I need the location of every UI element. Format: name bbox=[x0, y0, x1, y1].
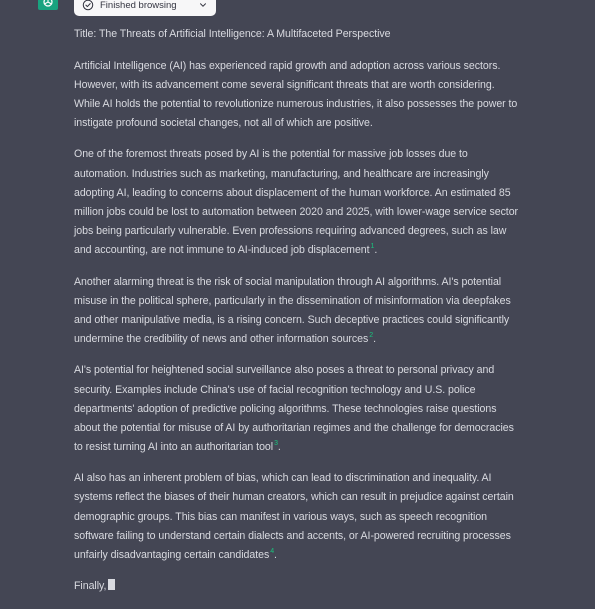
assistant-avatar bbox=[38, 0, 58, 10]
chevron-down-icon[interactable] bbox=[198, 0, 208, 10]
paragraph-end: . bbox=[274, 548, 277, 561]
paragraph-bias bbox=[74, 469, 522, 564]
typing-cursor bbox=[108, 579, 115, 590]
paragraph-surveillance bbox=[74, 361, 522, 456]
paragraph-text: AI also has an inherent problem of bias, which can lead to discrimination and inequality. AI systems reflect the biases of their human creators, which can result in prejudice against certain demographic groups. This bias can manifest in various ways, such as speech recognition software failing to understand certain dialects and accents, or AI-powered recruiting processes unfairly disadvantaging certain candidates bbox=[74, 472, 514, 561]
paragraph-social-manipulation bbox=[74, 273, 522, 349]
paragraph-finally bbox=[74, 577, 522, 596]
paragraph-text: AI's potential for heightened social surveillance also poses a threat to personal privacy and security. Examples include China's use of facial recognition technology and U.S. police departments' adoption of predictive policing algorithms. These technologies raise questions about the potential for misuse of AI by authoritarian regimes and the challenge for democracies to resist turning AI into an authoritarian tool bbox=[74, 364, 514, 453]
citation-link[interactable]: 1 bbox=[370, 243, 375, 251]
citation-link[interactable]: 2 bbox=[369, 332, 374, 340]
article-title: Title: The Threats of Artificial Intelligence: A Multifaceted Perspective bbox=[74, 28, 391, 40]
paragraph-end: . bbox=[277, 440, 281, 453]
paragraph-text: One of the foremost threats posed by AI is the potential for massive job losses due to automation. Industries such as marketing, manufacturing, and healthcare are increasingly adopting AI, leading to concerns about displacement of the human workforce. An estimated 85 million jobs could be lost to automation between 2020 and 2025, with lower-wage service sector jobs being particularly vulnerable. Even professions requiring advanced degrees, such as law and accounting, are not immune to AI-induced job displacement bbox=[74, 148, 519, 256]
paragraph-job-loss bbox=[74, 145, 522, 260]
openai-logo-icon bbox=[42, 0, 54, 8]
paragraph-end: . bbox=[374, 243, 378, 256]
paragraph-text: Finally, bbox=[74, 580, 107, 593]
paragraph-end: . bbox=[373, 332, 376, 345]
citation-link[interactable]: 4 bbox=[270, 548, 275, 556]
paragraph-text: Another alarming threat is the risk of social manipulation through AI algorithms. AI's potential misuse in the political sphere, particularly in the dissemination of misinformation via deepfakes and other manipulative media, is a rising concern. Such deceptive practices could significantly undermine the credibility of news and other information sources bbox=[74, 275, 511, 345]
browsing-status-button[interactable] bbox=[74, 0, 216, 16]
citation-link[interactable]: 3 bbox=[274, 440, 278, 448]
check-circle-icon bbox=[82, 0, 94, 11]
assistant-message bbox=[74, 25, 522, 609]
paragraph-intro: Artificial Intelligence (AI) has experienced rapid growth and adoption across various sectors. However, with its advancement come several significant threats that are worth considering. While AI holds the potential to revolutionize numerous industries, it also possesses the power to instigate profound societal changes, not all of which are positive. bbox=[74, 59, 518, 129]
browsing-status-label: Finished browsing bbox=[100, 0, 177, 11]
